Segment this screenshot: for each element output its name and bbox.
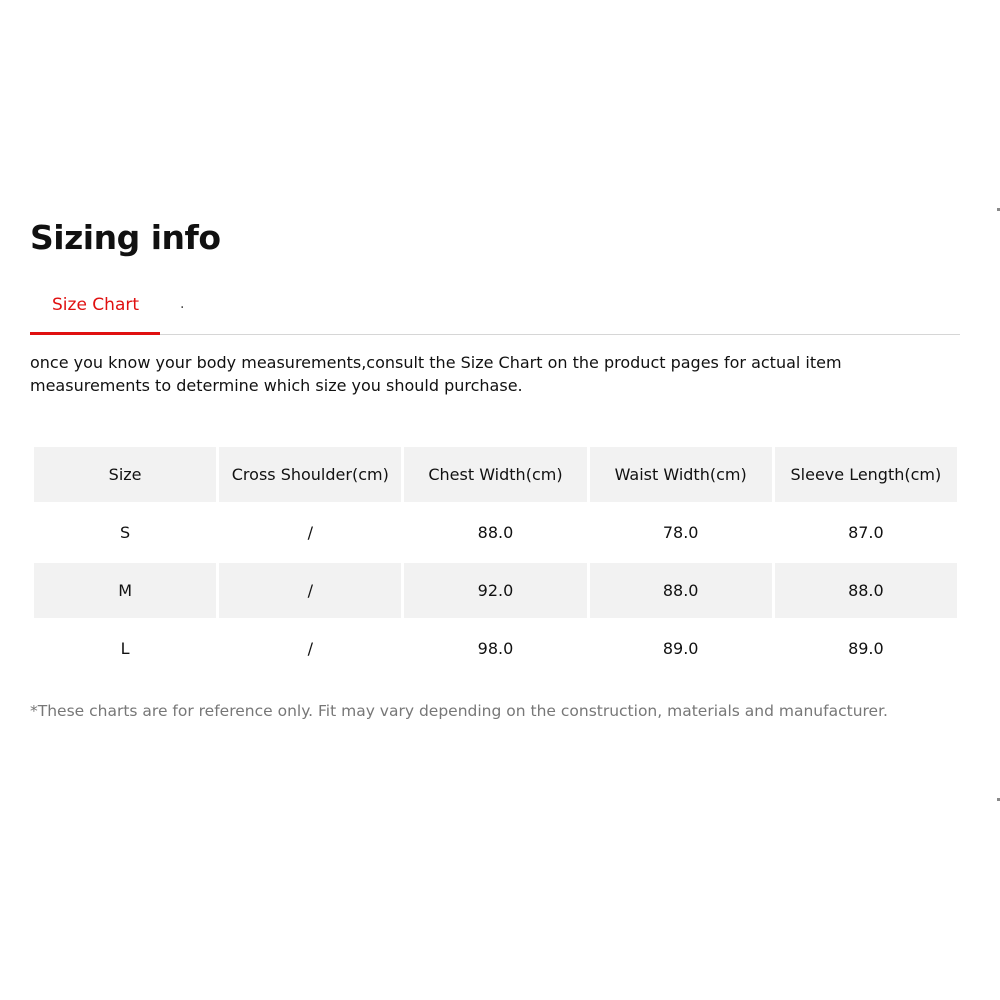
header-sleeve-length: Sleeve Length(cm): [775, 447, 957, 502]
cell-cross-shoulder: /: [219, 621, 401, 676]
cell-size: L: [34, 621, 216, 676]
cell-sleeve-length: 87.0: [775, 505, 957, 560]
cell-waist-width: 88.0: [590, 563, 772, 618]
cell-size: M: [34, 563, 216, 618]
cell-chest-width: 98.0: [404, 621, 586, 676]
cell-cross-shoulder: /: [219, 563, 401, 618]
cell-size: S: [34, 505, 216, 560]
cell-sleeve-length: 89.0: [775, 621, 957, 676]
size-chart-table: [31, 444, 960, 679]
tab-bar: [30, 288, 960, 335]
header-size: Size: [34, 447, 216, 502]
table-row: [34, 563, 957, 618]
page-title: Sizing info: [30, 218, 221, 257]
reference-footnote: *These charts are for reference only. Fit may vary depending on the construction, materials and manufacturer.: [30, 702, 888, 720]
cell-chest-width: 92.0: [404, 563, 586, 618]
header-chest-width: Chest Width(cm): [404, 447, 586, 502]
cell-cross-shoulder: /: [219, 505, 401, 560]
header-cross-shoulder: Cross Shoulder(cm): [219, 447, 401, 502]
table-row: [34, 505, 957, 560]
tab-separator-dot: .: [180, 296, 185, 312]
table-row: [34, 621, 957, 676]
tab-size-chart-label: Size Chart: [52, 295, 140, 315]
cell-waist-width: 89.0: [590, 621, 772, 676]
tab-size-chart[interactable]: [30, 288, 160, 335]
table-header-row: [34, 447, 957, 502]
sizing-description: once you know your body measurements,consult the Size Chart on the product pages for actual item measurements to determine which size you should purchase.: [30, 353, 842, 395]
cell-sleeve-length: 88.0: [775, 563, 957, 618]
header-waist-width: Waist Width(cm): [590, 447, 772, 502]
cell-waist-width: 78.0: [590, 505, 772, 560]
cell-chest-width: 88.0: [404, 505, 586, 560]
